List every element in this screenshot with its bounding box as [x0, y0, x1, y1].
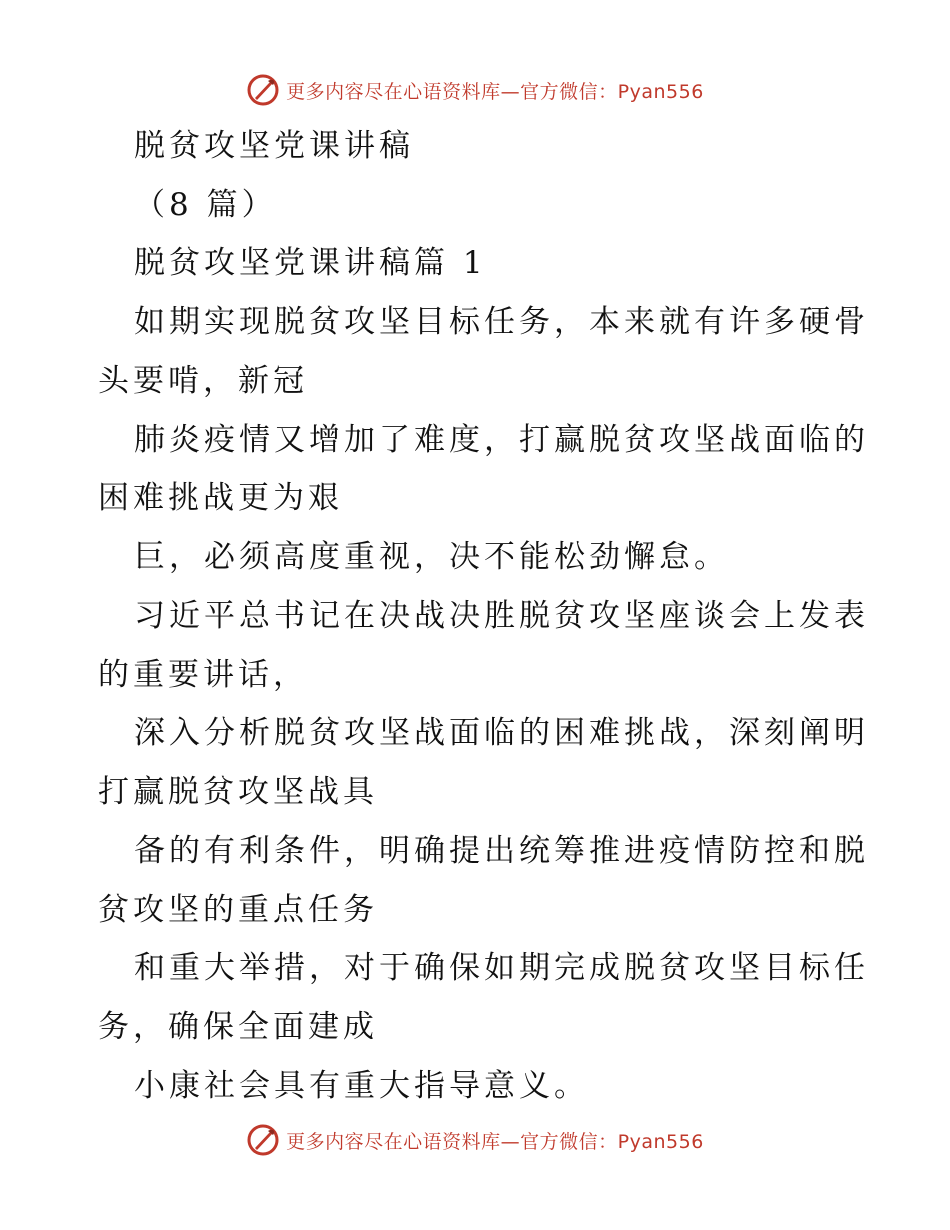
paragraph-line: 头要啃，新冠: [98, 363, 308, 399]
watermark-text: 更多内容尽在心语资料库—官方微信：Pyan556: [286, 1130, 704, 1153]
watermark-text: 更多内容尽在心语资料库—官方微信：Pyan556: [286, 80, 704, 103]
section-heading: 脱贫攻坚党课讲稿篇 1: [134, 245, 487, 281]
paragraph-line: 备的有利条件，明确提出统筹推进疫情防控和脱: [134, 833, 869, 869]
paragraph-line: 务，确保全面建成: [98, 1009, 378, 1045]
paragraph-line: 和重大举措，对于确保如期完成脱贫攻坚目标任: [134, 950, 869, 986]
paragraph-line: 深入分析脱贫攻坚战面临的困难挑战，深刻阐明: [134, 715, 869, 751]
quill-pen-logo-icon: [246, 73, 280, 107]
paragraph-line: 巨，必须高度重视，决不能松劲懈怠。: [134, 539, 729, 575]
paragraph-line: 贫攻坚的重点任务: [98, 892, 378, 928]
footer-watermark: [0, 1120, 950, 1160]
paragraph-line: 打赢脱贫攻坚战具: [98, 774, 378, 810]
header-watermark: [0, 70, 950, 110]
paragraph-line: 的重要讲话，: [98, 657, 308, 693]
paragraph-line: 习近平总书记在决战决胜脱贫攻坚座谈会上发表: [134, 598, 869, 634]
document-subtitle: （8 篇）: [134, 187, 277, 223]
paragraph-line: 小康社会具有重大指导意义。: [134, 1068, 589, 1104]
paragraph-line: 肺炎疫情又增加了难度，打赢脱贫攻坚战面临的: [134, 422, 869, 458]
paragraph-line: 困难挑战更为艰: [98, 480, 343, 516]
quill-pen-logo-icon: [246, 1123, 280, 1157]
document-title: 脱贫攻坚党课讲稿: [134, 128, 414, 164]
paragraph-line: 如期实现脱贫攻坚目标任务，本来就有许多硬骨: [134, 304, 869, 340]
